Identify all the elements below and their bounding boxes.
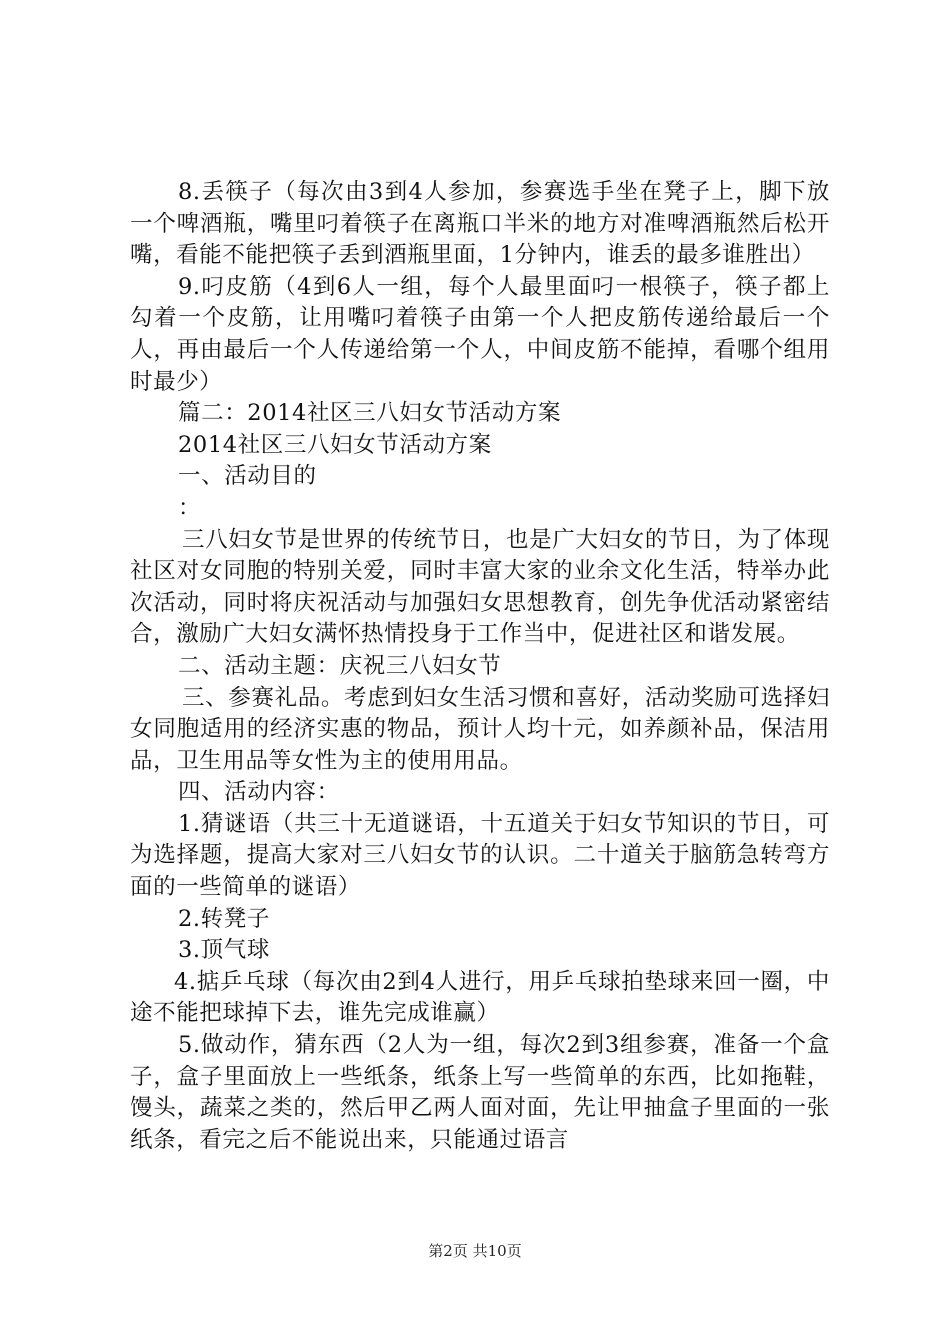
paragraph-item-8: 8.丢筷子（每次由3到4人参加，参赛选手坐在凳子上，脚下放一个啤酒瓶，嘴里叼着筷子在离瓶口半米的地方对准啤酒瓶然后松开嘴，看能不能把筷子丢到酒瓶里面，1分钟内，谁丢的最多谁胜出） — [130, 179, 830, 269]
activity-item-5: 5.做动作，猜东西（2人为一组，每次2到3组参赛，准备一个盒子，盒子里面放上一些纸条，纸条上写一些简单的东西，比如拖鞋，馒头，蔬菜之类的，然后甲乙两人面对面，先让甲抽盒子里面的一张纸条，看完之后不能说出来，只能通过语言 — [130, 1032, 830, 1153]
colon-line: ： — [178, 494, 202, 521]
activity-item-1: 1.猜谜语（共三十无道谜语，十五道关于妇女节知识的节日，可为选择题，提高大家对三八妇女节的认识。二十道关于脑筋急转弯方面的一些简单的谜语） — [130, 810, 830, 901]
page-number-footer: 第2页 共10页 — [428, 1242, 522, 1260]
activity-item-3: 3.顶气球 — [178, 937, 270, 964]
prizes-paragraph: 三、参赛礼品。考虑到妇女生活习惯和喜好，活动奖励可选择妇女同胞适用的经济实惠的物品，预计人均十元，如养颜补品，保洁用品，卫生用品等女性为主的使用用品。 — [130, 684, 830, 774]
activity-item-4: 4.掂乒乓球（每次由2到4人进行，用乒乓球拍垫球来回一圈，中途不能把球掉下去，谁先完成谁赢） — [130, 968, 830, 1027]
purpose-paragraph: 三八妇女节是世界的传统节日，也是广大妇女的节日，为了体现社区对女同胞的特别关爱，同时丰富大家的业余文化生活，特举办此次活动，同时将庆祝活动与加强妇女思想教育，创先争优活动紧密结合，激励广大妇女满怀热情投身于工作当中，促进社区和谐发展。 — [130, 526, 830, 648]
document-body — [130, 177, 830, 1156]
document-title: 2014社区三八妇女节活动方案 — [178, 431, 492, 458]
section-heading-theme: 二、活动主题：庆祝三八妇女节 — [178, 652, 502, 679]
section-heading-content: 四、活动内容： — [178, 779, 340, 806]
section-heading-part-two: 篇二：2014社区三八妇女节活动方案 — [178, 400, 562, 427]
section-heading-purpose: 一、活动目的 — [178, 463, 317, 490]
activity-item-2: 2.转凳子 — [178, 905, 270, 932]
paragraph-item-9: 9.叼皮筋（4到6人一组，每个人最里面叼一根筷子，筷子都上勾着一个皮筋，让用嘴叼着筷子由第一个人把皮筋传递给最后一个人，再由最后一个人传递给第一个人，中间皮筋不能掉，看哪个组用时最少） — [130, 273, 830, 395]
